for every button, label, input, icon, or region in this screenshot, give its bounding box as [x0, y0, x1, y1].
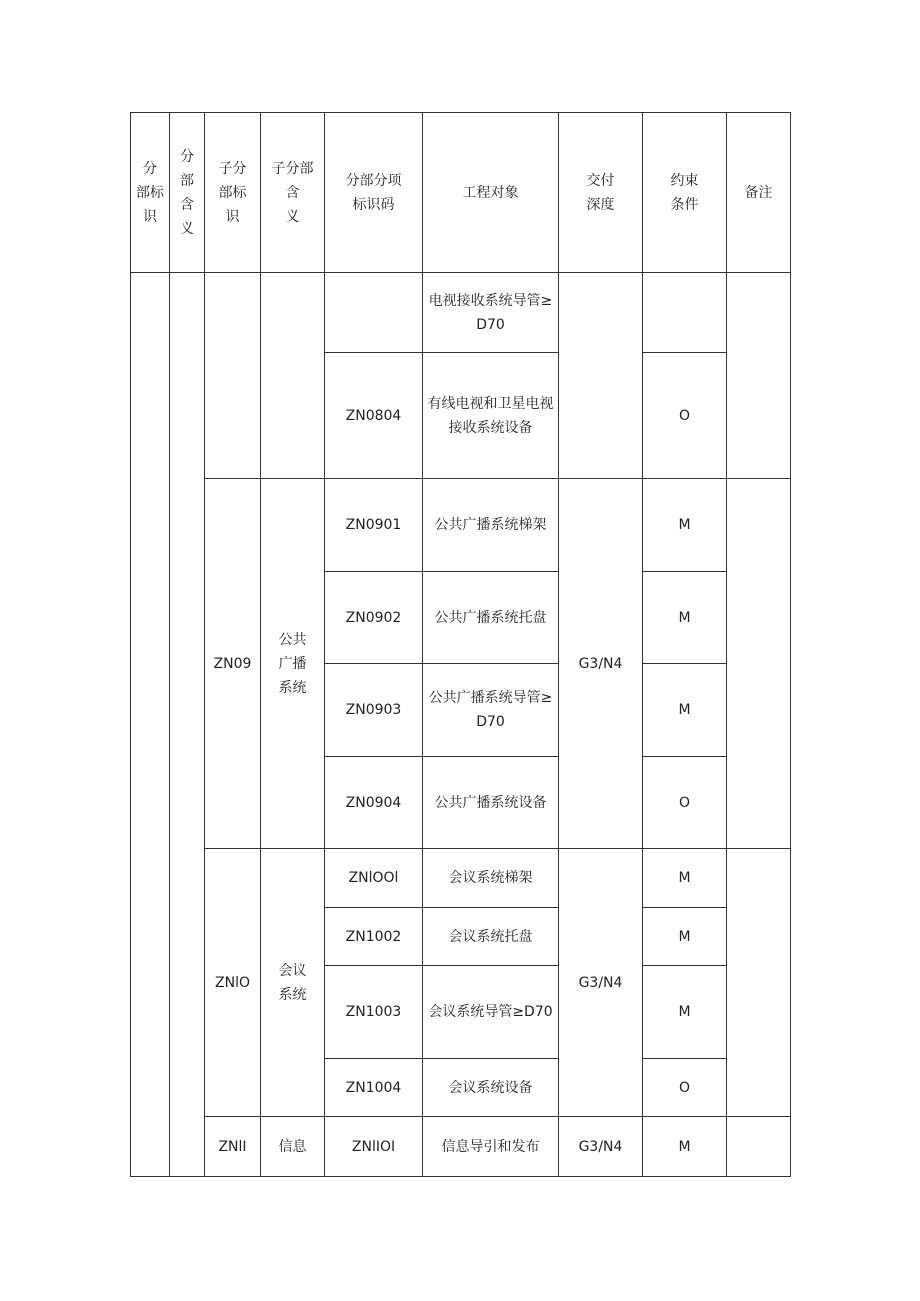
item-code-cell: ZN1004	[325, 1059, 423, 1117]
item-code-cell: ZN0804	[325, 353, 423, 479]
table-row	[131, 273, 791, 353]
object-cell: 有线电视和卫星电视接收系统设备	[423, 353, 559, 479]
object-cell: 公共广播系统梯架	[423, 479, 559, 572]
subdivision-id-cell: ZNlI	[205, 1117, 261, 1177]
subdivision-meaning-cell: 会议 系统	[261, 849, 325, 1117]
constraint-cell: M	[643, 908, 727, 966]
depth-cell: G3/N4	[559, 849, 643, 1117]
header-delivery-depth: 交付 深度	[559, 113, 643, 273]
item-code-cell: ZNlOOl	[325, 849, 423, 908]
constraint-cell: O	[643, 757, 727, 849]
depth-cell	[559, 273, 643, 479]
depth-cell: G3/N4	[559, 479, 643, 849]
subdivision-meaning-cell: 公共 广播 系统	[261, 479, 325, 849]
remarks-cell	[727, 479, 791, 849]
item-code-cell: ZN0901	[325, 479, 423, 572]
header-remarks: 备注	[727, 113, 791, 273]
constraint-cell: M	[643, 572, 727, 664]
table-row	[131, 479, 791, 572]
constraint-cell: M	[643, 664, 727, 757]
object-cell: 公共广播系统导管≥D70	[423, 664, 559, 757]
header-constraint: 约束 条件	[643, 113, 727, 273]
object-cell: 公共广播系统托盘	[423, 572, 559, 664]
item-code-cell: ZN0903	[325, 664, 423, 757]
header-row	[131, 113, 791, 273]
item-code-cell: ZN1003	[325, 966, 423, 1059]
constraint-cell: M	[643, 849, 727, 908]
constraint-cell	[643, 273, 727, 353]
header-division-meaning: 分部 含义	[170, 113, 205, 273]
division-id-cell	[131, 273, 170, 1177]
depth-cell: G3/N4	[559, 1117, 643, 1177]
item-code-cell: ZN1002	[325, 908, 423, 966]
division-meaning-cell	[170, 273, 205, 1177]
subdivision-meaning-cell: 信息	[261, 1117, 325, 1177]
subdivision-id-cell: ZNlO	[205, 849, 261, 1117]
constraint-cell: M	[643, 479, 727, 572]
subdivision-id-cell	[205, 273, 261, 479]
object-cell: 会议系统设备	[423, 1059, 559, 1117]
table-row	[131, 1117, 791, 1177]
constraint-cell: M	[643, 966, 727, 1059]
header-subdivision-meaning: 子分部含 义	[261, 113, 325, 273]
constraint-cell: O	[643, 353, 727, 479]
object-cell: 会议系统导管≥D70	[423, 966, 559, 1059]
object-cell: 电视接收系统导管≥D70	[423, 273, 559, 353]
remarks-cell	[727, 849, 791, 1117]
header-division-id: 分 部标 识	[131, 113, 170, 273]
object-cell: 会议系统梯架	[423, 849, 559, 908]
remarks-cell	[727, 1117, 791, 1177]
header-object: 工程对象	[423, 113, 559, 273]
item-code-cell: ZNlIOI	[325, 1117, 423, 1177]
header-subdivision-id: 子分 部标 识	[205, 113, 261, 273]
object-cell: 公共广播系统设备	[423, 757, 559, 849]
header-item-code: 分部分项 标识码	[325, 113, 423, 273]
item-code-cell: ZN0904	[325, 757, 423, 849]
constraint-cell: M	[643, 1117, 727, 1177]
subdivision-meaning-cell	[261, 273, 325, 479]
subdivision-id-cell: ZN09	[205, 479, 261, 849]
remarks-cell	[727, 273, 791, 479]
standards-table	[130, 112, 791, 1177]
constraint-cell: O	[643, 1059, 727, 1117]
item-code-cell: ZN0902	[325, 572, 423, 664]
item-code-cell	[325, 273, 423, 353]
object-cell: 信息导引和发布	[423, 1117, 559, 1177]
table-row	[131, 849, 791, 908]
object-cell: 会议系统托盘	[423, 908, 559, 966]
